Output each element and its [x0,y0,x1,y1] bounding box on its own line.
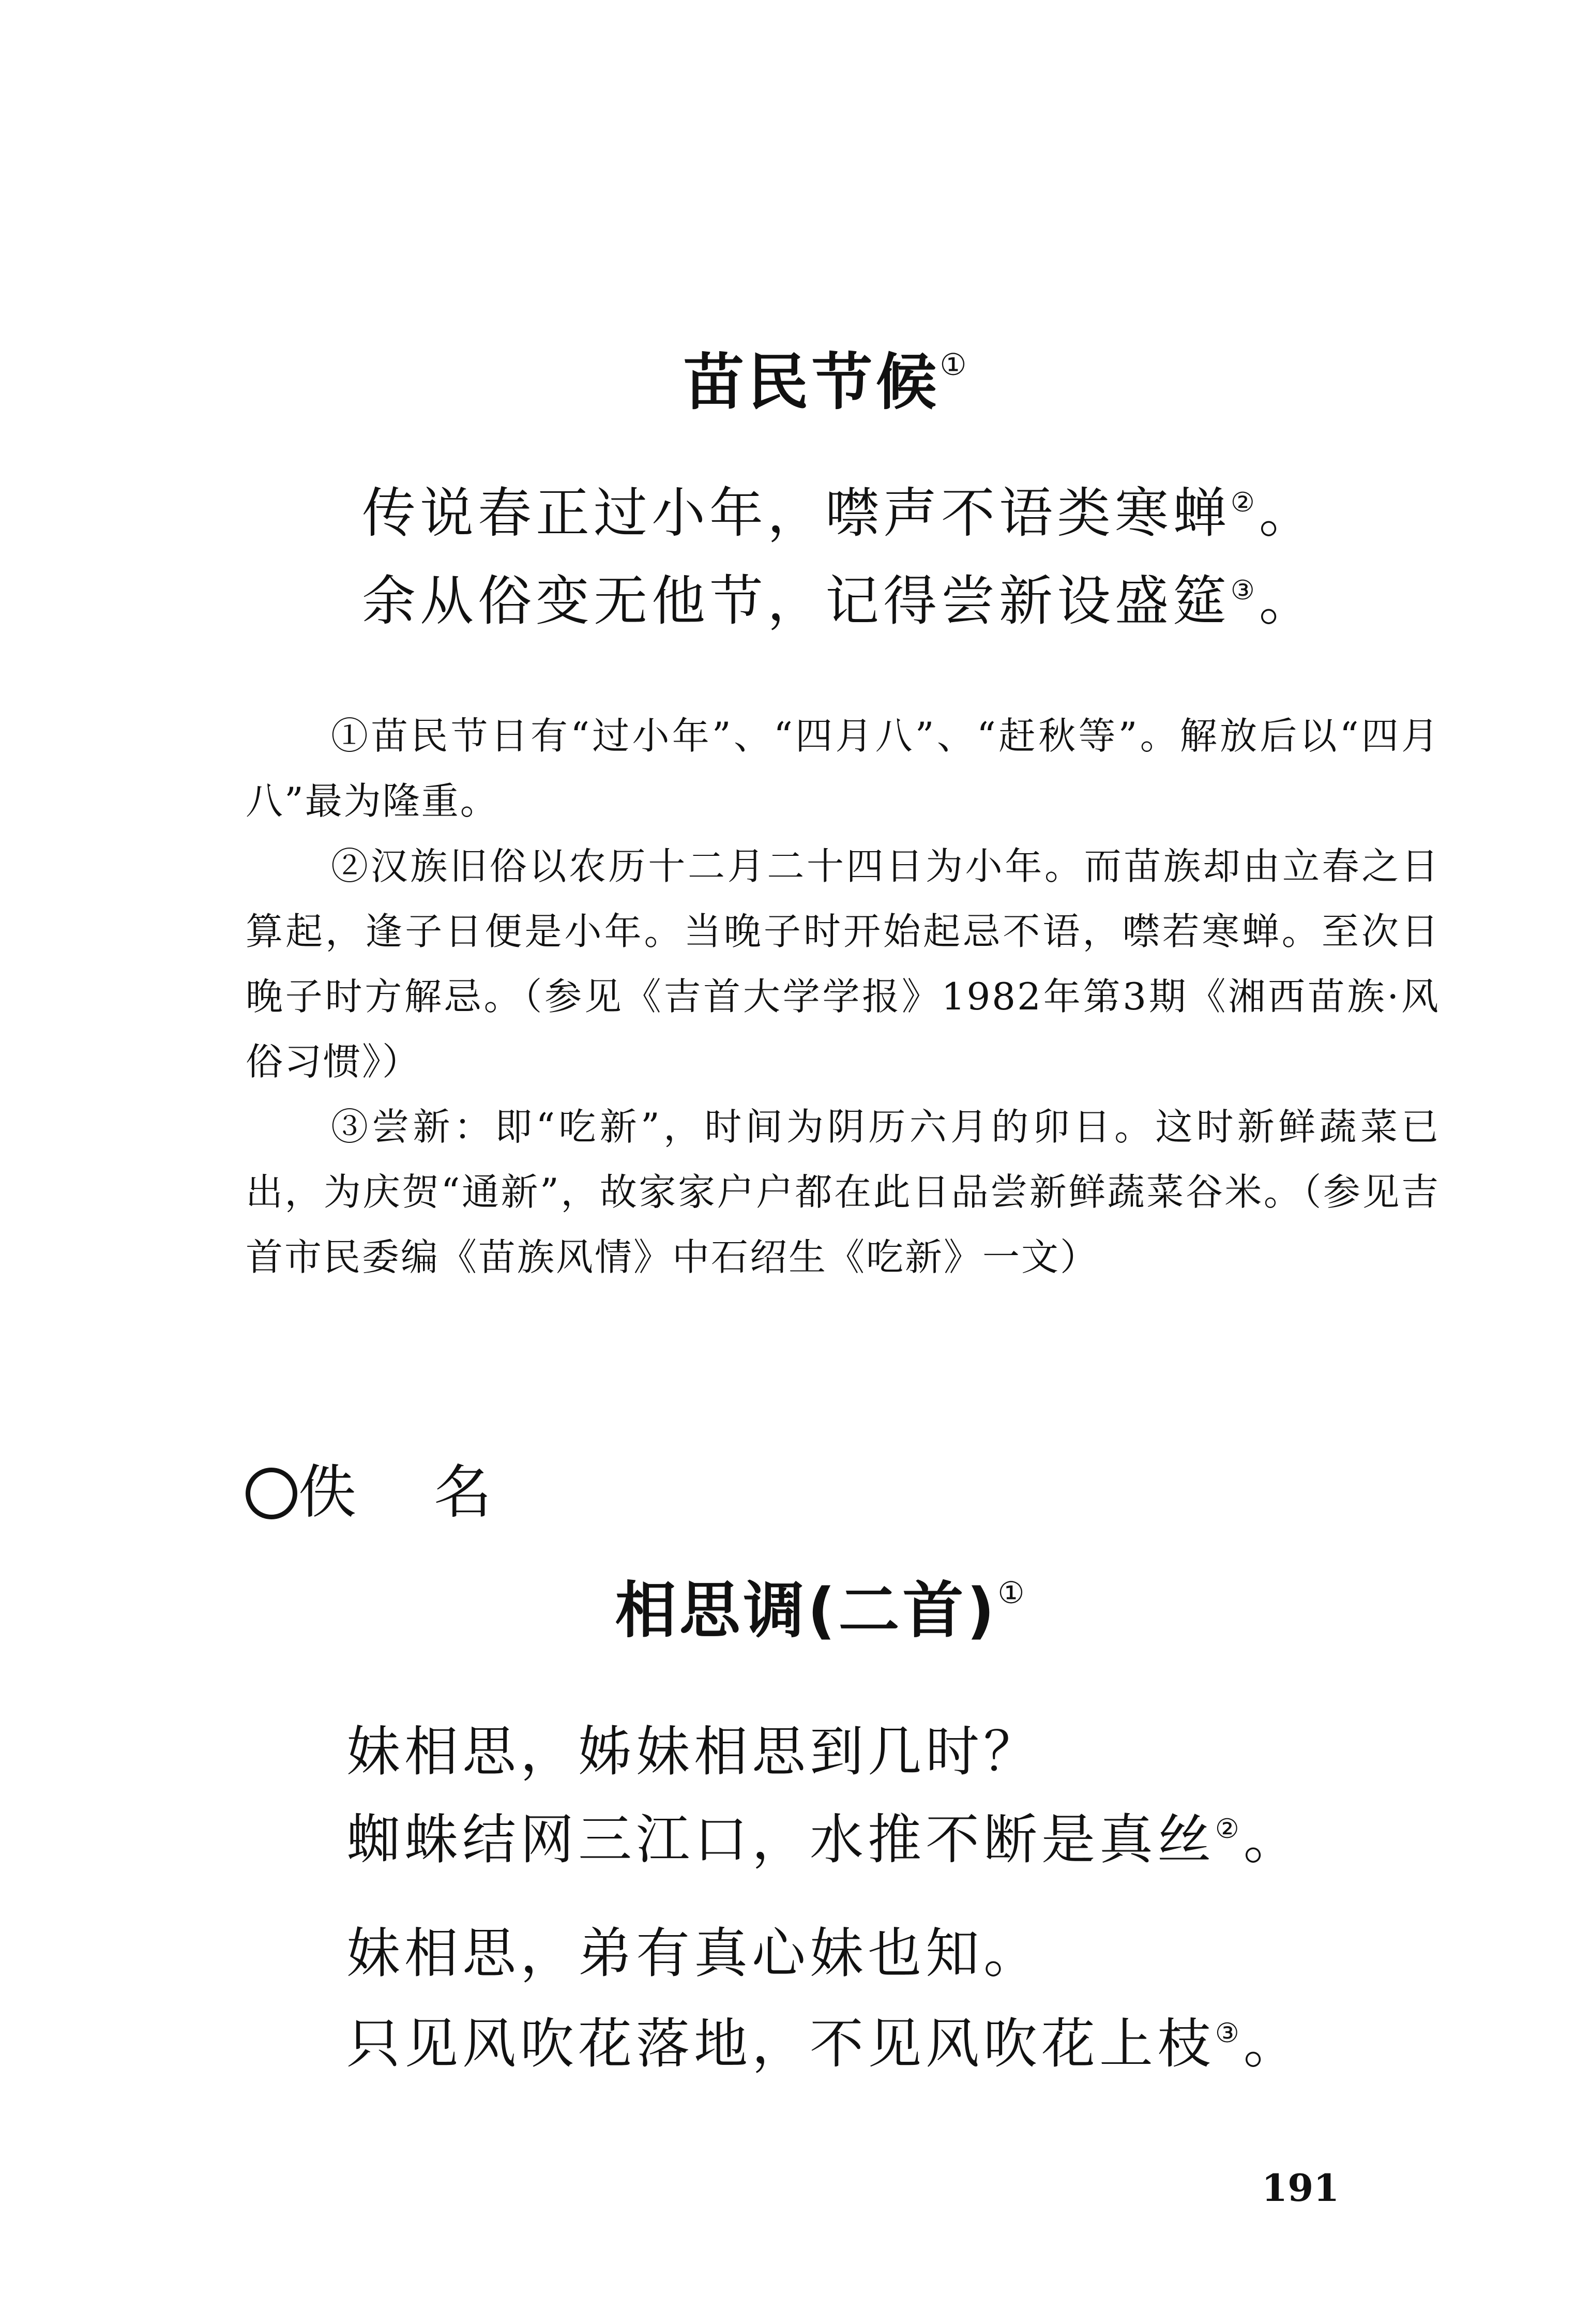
poem-line-text: 余从俗变无他节，记得尝新设盛筵 [362,569,1231,632]
footnote-marker: ① [997,1575,1028,1610]
author-name: 佚名 [298,1459,569,1526]
footnotes [246,703,1440,1290]
poem-title [0,1575,1591,1646]
poem-line [362,481,1317,545]
poem-line [346,2012,1301,2075]
poem-title-text: 苗民节候 [683,346,940,418]
poem-line-end: 。 [1243,2012,1301,2075]
poem-line [346,1922,1042,1985]
poem-line [362,569,1317,632]
page-number: 191 [1262,2166,1340,2210]
footnote-2: ②汉族旧俗以农历十二月二十四日为小年。而苗族却由立春之日算起，逢子日便是小年。当晚子时开始起忌不语，噤若寒蝉。至次日晚子时方解忌。（参见《吉首大学学报》1982年第3期《湘西苗族·风俗习惯》） [246,844,1440,1083]
circle-marker-icon [246,1468,297,1519]
author-heading [246,1459,569,1526]
poem-line-text: 蜘蛛结网三江口，水推不断是真丝 [346,1808,1216,1871]
poem-title [0,346,1591,418]
poem-title-text: 相思调(二首) [615,1575,998,1646]
poem-line [346,1720,1042,1783]
poem-line-text: 传说春正过小年，噤声不语类寒蝉 [362,481,1231,545]
poem-line-end: 。 [1259,481,1317,545]
footnote-marker: ③ [1231,575,1259,606]
poem-line-end: 。 [1243,1808,1301,1871]
footnote-marker: ① [940,347,970,382]
footnote-marker: ② [1215,1814,1244,1845]
poem-line [346,1808,1301,1871]
footnote-1: ①苗民节日有“过小年”、“四月八”、“赶秋等”。解放后以“四月八”最为隆重。 [246,714,1440,823]
poem-line-text: 妹相思，弟有真心妹也知。 [346,1922,1042,1985]
poem-line-text: 妹相思，姊妹相思到几时？ [346,1720,1042,1783]
footnote-3: ③尝新：即“吃新”，时间为阴历六月的卯日。这时新鲜蔬菜已出，为庆贺“通新”，故家家户户都在此日品尝新鲜蔬菜谷米。（参见吉首市民委编《苗族风情》中石绍生《吃新》一文） [246,1105,1440,1279]
poem-line-text: 只见风吹花落地，不见风吹花上枝 [346,2012,1216,2075]
poem-line-end: 。 [1259,569,1317,632]
footnote-marker: ③ [1215,2018,1244,2049]
footnote-marker: ② [1231,487,1259,518]
